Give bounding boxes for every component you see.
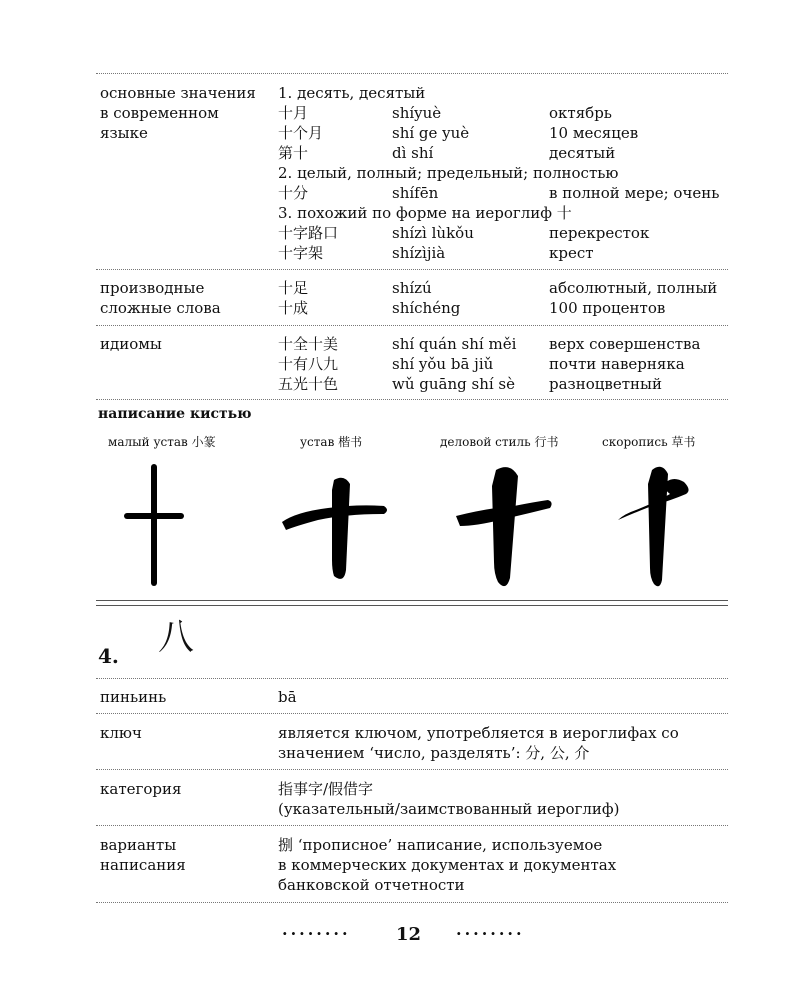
example-hanzi: 十月 (278, 104, 309, 122)
cursive-script-glyph (618, 467, 689, 586)
separator (96, 399, 728, 400)
regular-script-glyph (282, 478, 387, 579)
example-pinyin: shí ge yuè (392, 124, 470, 142)
example-hanzi: 十分 (278, 184, 309, 202)
footer-dots-right: ········ (456, 924, 525, 943)
example-translation: абсолютный, полный (549, 279, 718, 297)
separator (96, 825, 728, 826)
separator (96, 269, 728, 270)
separator (96, 713, 728, 714)
radical-text: значением ‘число, разделять’: 分, 公, 介 (278, 744, 590, 762)
variants-text: 捌 ‘прописное’ написание, используемое (278, 836, 603, 854)
row-label-pinyin: пиньинь (100, 688, 167, 706)
example-hanzi: 十成 (278, 299, 309, 317)
dictionary-page (96, 0, 728, 1000)
meaning-heading: 3. похожий по форме на иероглиф 十 (278, 204, 572, 222)
example-pinyin: shízú (392, 279, 432, 297)
example-pinyin: shíchéng (392, 299, 461, 317)
brush-title: написание кистью (98, 406, 252, 422)
page-number: 12 (396, 924, 422, 945)
example-pinyin: shí quán shí měi (392, 335, 517, 353)
row-label-variants: варианты (100, 836, 177, 854)
example-hanzi: 十个月 (278, 124, 324, 142)
seal-script-glyph (124, 464, 184, 586)
example-hanzi: 第十 (278, 144, 309, 162)
example-hanzi: 十字路口 (278, 224, 339, 242)
variants-text: банковской отчетности (278, 876, 465, 894)
example-translation: перекресток (549, 224, 650, 242)
example-hanzi: 十有八九 (278, 355, 339, 373)
example-pinyin: shízìjià (392, 244, 446, 262)
example-translation: 100 процентов (549, 299, 666, 317)
running-script-glyph (456, 467, 552, 586)
section-label: в современном (100, 104, 219, 122)
example-hanzi: 十字架 (278, 244, 324, 262)
entry-character: 八 (158, 617, 195, 658)
example-translation: октябрь (549, 104, 612, 122)
separator (96, 73, 728, 74)
example-pinyin: shífēn (392, 184, 439, 202)
example-hanzi: 五光十色 (278, 375, 339, 393)
section-label: языке (100, 124, 148, 142)
example-pinyin: shíyuè (392, 104, 442, 122)
brush-style-label: устав 楷书 (300, 435, 363, 449)
section-label: сложные слова (100, 299, 221, 317)
category-text: (указательный/заимствованный иероглиф) (278, 800, 620, 818)
meaning-heading: 1. десять, десятый (278, 84, 426, 102)
footer-dots-left: ········ (282, 924, 351, 943)
row-label-category: категория (100, 780, 182, 798)
separator (96, 769, 728, 770)
example-translation: разноцветный (549, 375, 662, 393)
example-translation: десятый (549, 144, 616, 162)
example-translation: 10 месяцев (549, 124, 639, 142)
row-label-variants: написания (100, 856, 186, 874)
brush-glyphs (96, 450, 728, 595)
example-translation: в полной мере; очень (549, 184, 720, 202)
separator (96, 678, 728, 679)
pinyin-value: bā (278, 688, 297, 706)
section-label: идиомы (100, 335, 162, 353)
example-pinyin: shízì lùkǒu (392, 224, 474, 242)
example-translation: верх совершенства (549, 335, 701, 353)
brush-style-label: деловой стиль 行书 (440, 435, 559, 449)
radical-text: является ключом, употребляется в иероглифах со (278, 724, 679, 742)
separator (96, 325, 728, 326)
separator (96, 902, 728, 903)
example-pinyin: wǔ guāng shí sè (392, 375, 516, 393)
row-label-radical: ключ (100, 724, 142, 742)
example-translation: почти наверняка (549, 355, 685, 373)
example-pinyin: shí yǒu bā jiǔ (392, 355, 494, 373)
brush-style-label: скоропись 草书 (602, 435, 696, 449)
meaning-heading: 2. целый, полный; предельный; полностью (278, 164, 619, 182)
entry-number: 4. (98, 644, 119, 668)
category-text: 指事字/假借字 (278, 780, 374, 798)
variants-text: в коммерческих документах и документах (278, 856, 617, 874)
section-divider (96, 600, 728, 606)
section-label: основные значения (100, 84, 256, 102)
section-label: производные (100, 279, 205, 297)
example-hanzi: 十足 (278, 279, 309, 297)
example-translation: крест (549, 244, 594, 262)
example-hanzi: 十全十美 (278, 335, 339, 353)
example-pinyin: dì shí (392, 144, 434, 162)
brush-style-label: малый устав 小篆 (108, 435, 216, 449)
